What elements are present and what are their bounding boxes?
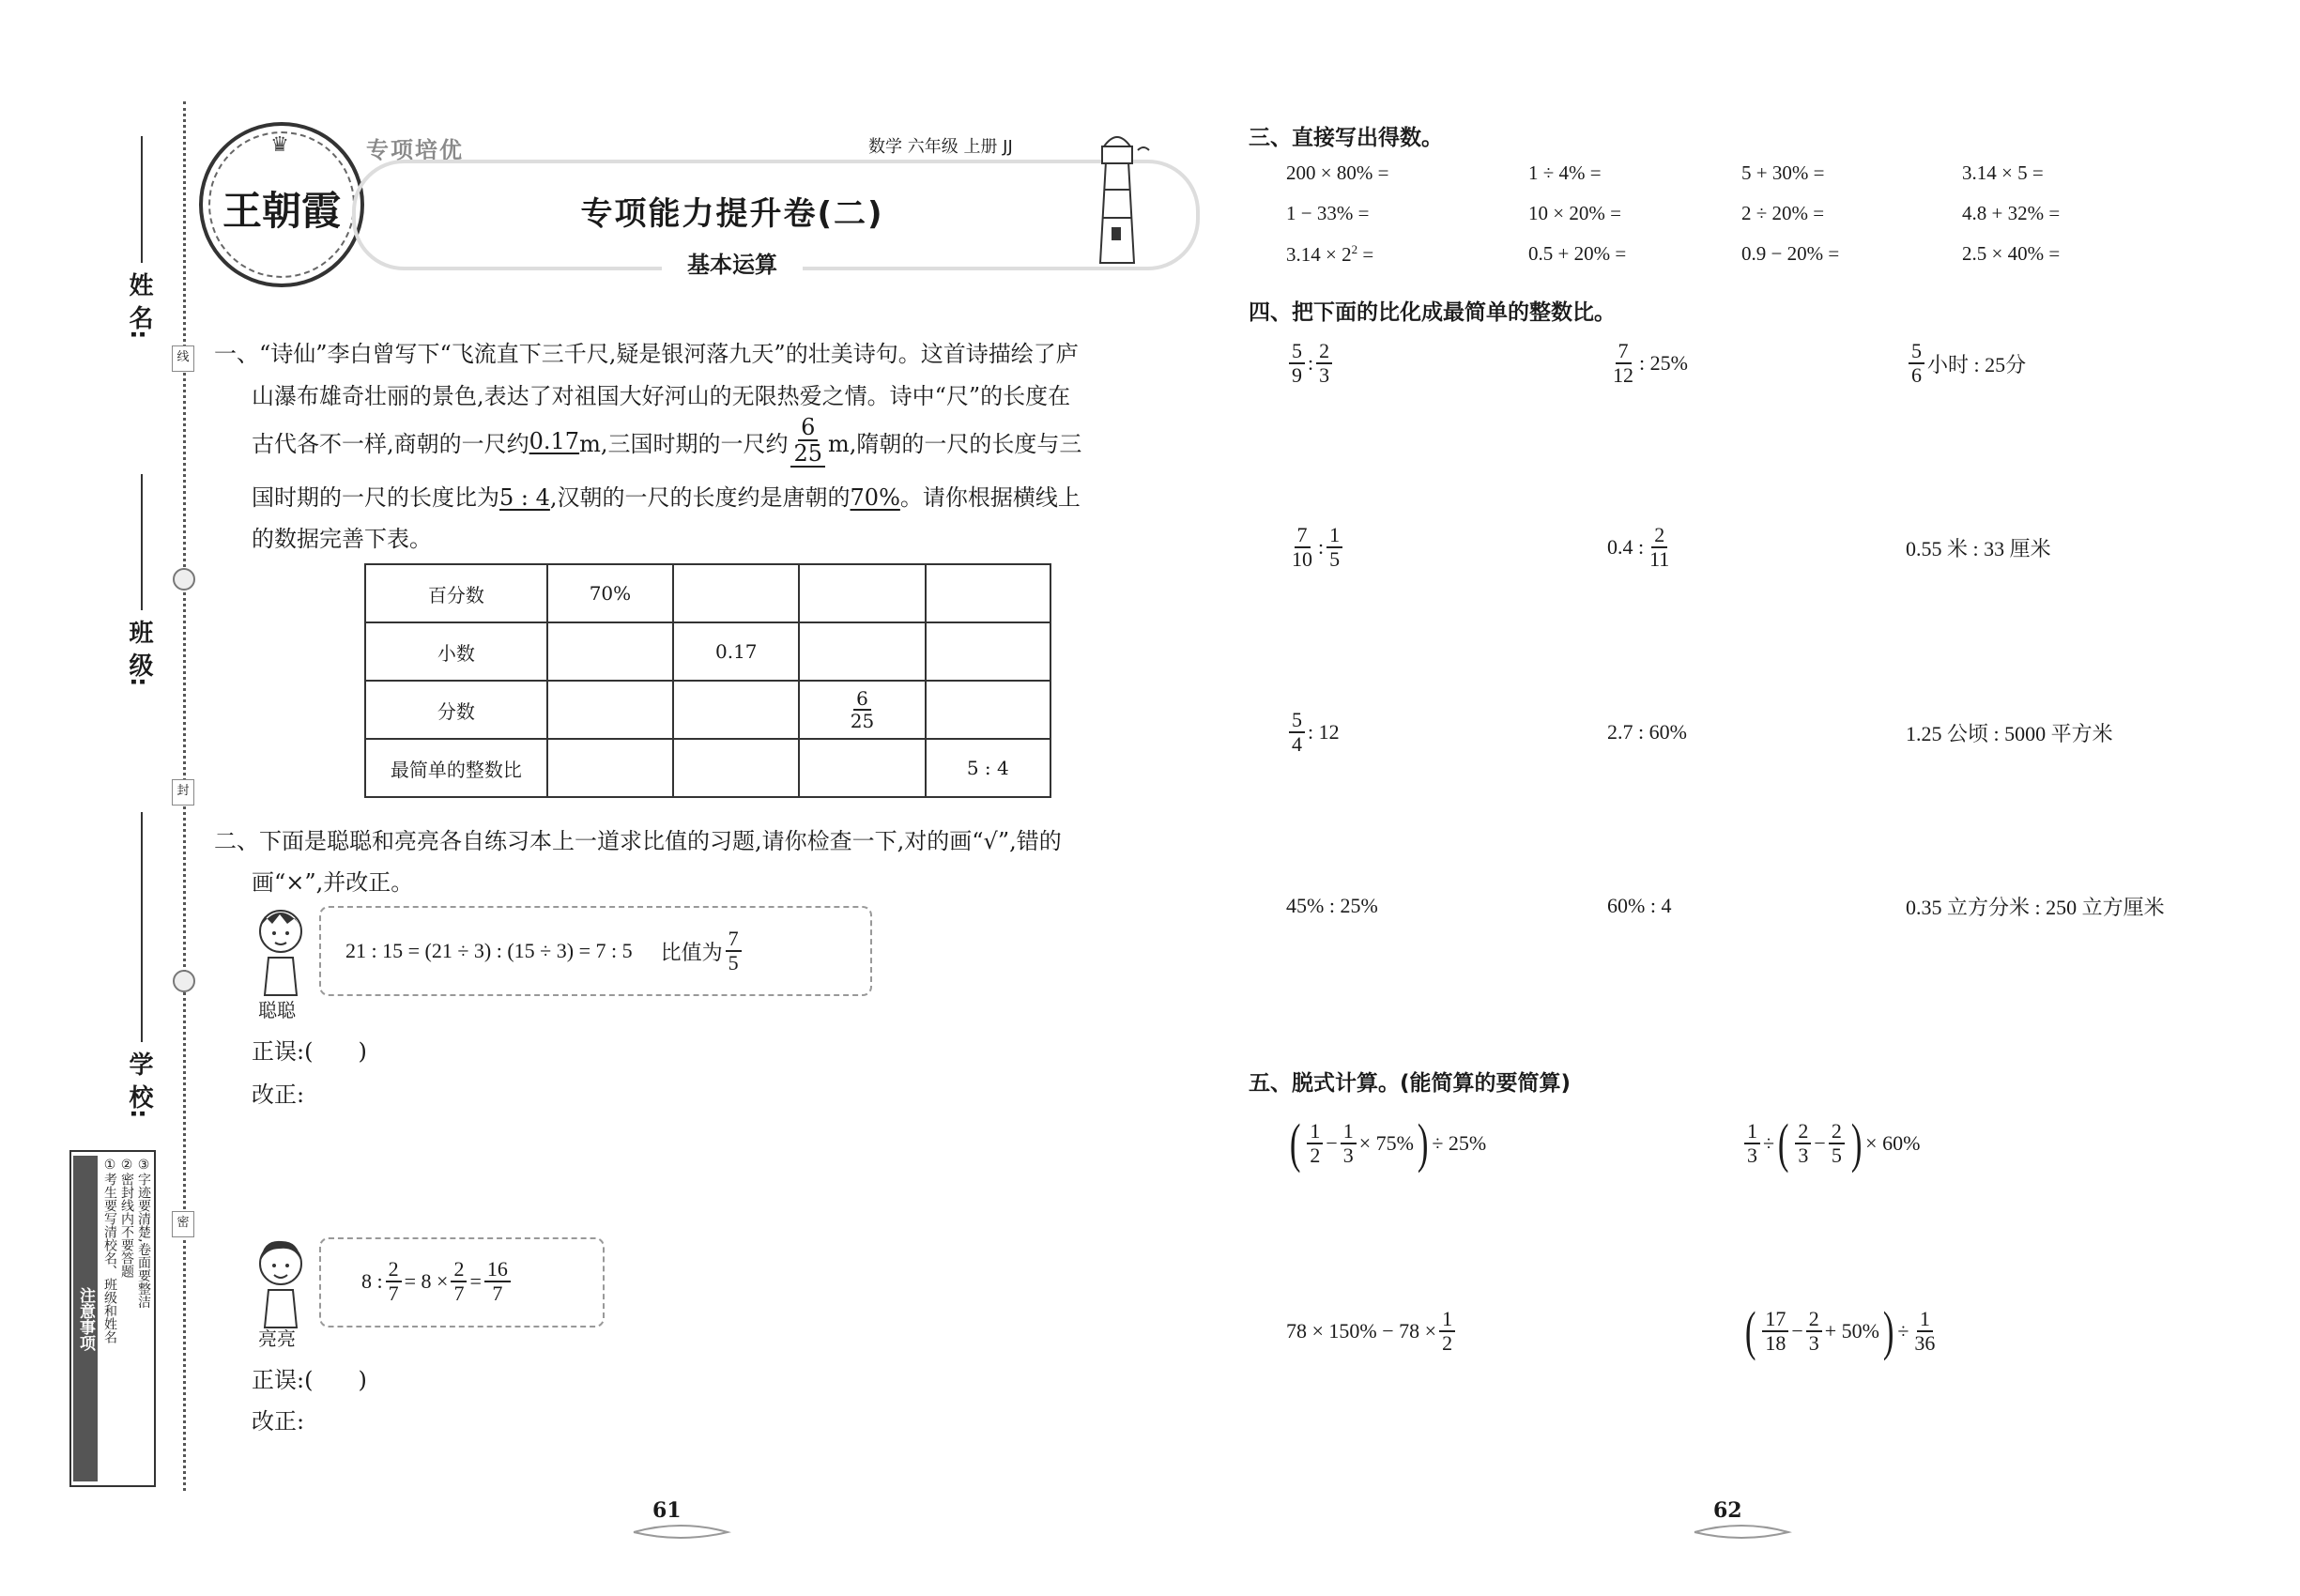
fraction-denominator: 5 xyxy=(1329,547,1341,571)
congcong-fix[interactable]: 改正: xyxy=(252,1082,305,1108)
q4-item xyxy=(1607,330,1688,396)
expression-text: × 75% xyxy=(1358,1131,1414,1155)
liangliang-fix[interactable]: 改正: xyxy=(252,1408,305,1435)
table-row-label: 分数 xyxy=(365,681,547,739)
fraction xyxy=(1289,524,1315,571)
fraction-denominator: 25 xyxy=(850,710,875,732)
q4-item xyxy=(1906,699,2113,765)
fraction-denominator: 36 xyxy=(1914,1331,1936,1355)
q4-title: 四、把下面的比化成最简单的整数比。 xyxy=(1249,300,1616,325)
fraction-numerator: 1 xyxy=(1917,1308,1933,1332)
power-base: 3.14 × 2 xyxy=(1286,243,1352,266)
expression-text: + 50% xyxy=(1824,1319,1879,1343)
q1-value-shang: 0.17 xyxy=(529,428,580,454)
q4-item xyxy=(1286,514,1345,580)
fraction-denominator: 7 xyxy=(388,1281,399,1305)
q1-percent-han: 70% xyxy=(850,484,900,511)
page-number-left: 61 xyxy=(652,1498,682,1523)
fraction-denominator: 9 xyxy=(1292,363,1302,387)
power-exponent: 2 xyxy=(1351,242,1358,256)
equals-sign: = xyxy=(1357,243,1374,266)
q5-title: 五、脱式计算。(能简算的要简算) xyxy=(1249,1071,1572,1096)
fraction-numerator: 1 xyxy=(1744,1120,1760,1144)
fraction xyxy=(1744,1120,1760,1167)
q4-item xyxy=(1286,699,1340,765)
table-cell[interactable] xyxy=(799,739,925,797)
table-cell[interactable] xyxy=(799,564,925,622)
fraction-numerator: 6 xyxy=(798,415,818,441)
fraction-denominator: 3 xyxy=(1342,1143,1354,1167)
fraction-numerator: 5 xyxy=(1289,709,1305,733)
fraction-numerator: 5 xyxy=(1289,340,1305,364)
brand-logo xyxy=(199,122,364,287)
fraction xyxy=(1829,1120,1845,1167)
q3-item: 10 × 20% = xyxy=(1528,202,1621,224)
fraction-numerator: 1 xyxy=(1439,1308,1455,1332)
ratio-text: 小时 : 25分 xyxy=(1927,352,2027,376)
operator: ÷ xyxy=(1763,1131,1775,1155)
q3-item: 2.5 × 40% = xyxy=(1962,242,2061,265)
notes-title: 注意事项 xyxy=(73,1156,98,1481)
fraction-numerator: 1 xyxy=(1307,1120,1323,1144)
boy-liangliang-icon xyxy=(252,1235,310,1329)
q1-line-1: 一、“诗仙”李白曾写下“飞流直下三千尺,疑是银河落九天”的壮美诗句。这首诗描绘了庐 xyxy=(214,341,1079,367)
ratio-text: 0.4 : xyxy=(1607,535,1645,559)
table-cell[interactable] xyxy=(926,622,1050,681)
expression-text: = xyxy=(469,1269,482,1293)
cut-mark-line: 线 xyxy=(172,345,194,372)
fraction-denominator: 4 xyxy=(1292,732,1302,756)
name-label: 姓 名: xyxy=(125,272,153,340)
expression-text: = 8 × xyxy=(404,1269,449,1293)
fraction-numerator: 17 xyxy=(1762,1308,1788,1332)
subject-info: 数学 六年级 上册 JJ xyxy=(868,137,1013,157)
table-cell[interactable]: 70% xyxy=(547,564,673,622)
q1-line-2: 山瀑布雄奇壮丽的景色,表达了对祖国大好河山的无限热爱之情。诗中“尺”的长度在 xyxy=(252,383,1071,409)
fraction-numerator: 2 xyxy=(1316,340,1332,364)
scissor-icon xyxy=(173,970,195,992)
fraction-denominator: 11 xyxy=(1649,547,1670,571)
page-subtitle: 基本运算 xyxy=(662,246,803,279)
q1-ratio-sui: 5 : 4 xyxy=(499,484,550,511)
q4-item xyxy=(1607,514,1675,580)
paren-left: ( xyxy=(1744,1300,1756,1361)
table-cell[interactable] xyxy=(673,681,799,739)
fraction xyxy=(451,1258,467,1305)
table-row xyxy=(365,739,1050,797)
fraction xyxy=(1909,340,1924,387)
fraction-numerator: 1 xyxy=(1326,524,1342,548)
table-row-label: 最简单的整数比 xyxy=(365,739,547,797)
expression-text: 8 : xyxy=(361,1269,383,1293)
ratio-fraction xyxy=(726,928,742,974)
cut-mark-dense: 密 xyxy=(172,1211,194,1237)
liangliang-judge[interactable]: 正误:( ) xyxy=(252,1367,367,1393)
fraction xyxy=(1439,1308,1455,1355)
fraction-denominator: 5 xyxy=(1831,1143,1842,1167)
fraction-denominator: 5 xyxy=(728,951,739,974)
fraction-numerator: 2 xyxy=(1795,1120,1811,1144)
colon: : xyxy=(1308,351,1314,375)
q1-fraction-sanguo xyxy=(790,415,825,468)
fraction xyxy=(1307,1120,1323,1167)
expression-text: ÷ 25% xyxy=(1432,1131,1487,1155)
expression-text: × 60% xyxy=(1865,1131,1921,1155)
operator: − xyxy=(1814,1131,1826,1155)
school-blank-line[interactable] xyxy=(141,812,143,1042)
ratio-label: 比值为 xyxy=(660,940,723,964)
q3-item: 0.5 + 20% = xyxy=(1528,242,1627,265)
ratio-text: : 25% xyxy=(1639,351,1688,375)
operator: − xyxy=(1326,1131,1338,1155)
fraction xyxy=(1341,1120,1357,1167)
boy-congcong-icon xyxy=(252,903,310,997)
fraction-numerator: 2 xyxy=(1829,1120,1845,1144)
ratio-text: 0.55 米 : 33 厘米 xyxy=(1906,536,2051,560)
paren-left: ( xyxy=(1777,1113,1789,1174)
congcong-expression xyxy=(345,918,744,984)
q3-item: 4.8 + 32% = xyxy=(1962,202,2061,224)
q1-text: 。请你根据横线上 xyxy=(899,484,1081,511)
logo-name: 王朝霞 xyxy=(222,188,341,234)
fraction-denominator: 7 xyxy=(492,1281,503,1305)
q1-text: ,汉朝的一尺的长度约是唐朝的 xyxy=(549,484,851,511)
class-blank-line[interactable] xyxy=(141,474,143,610)
fraction xyxy=(1610,340,1636,387)
table-cell[interactable] xyxy=(547,681,673,739)
notes-box xyxy=(69,1150,156,1487)
q3-item: 3.14 × 5 = xyxy=(1962,161,2044,184)
paren-right: ) xyxy=(1417,1113,1429,1174)
fraction-denominator: 10 xyxy=(1292,547,1312,571)
page-number-right: 62 xyxy=(1713,1498,1742,1523)
table-fraction xyxy=(848,688,877,731)
paren-right: ) xyxy=(1850,1113,1863,1174)
table-cell[interactable] xyxy=(673,564,799,622)
table-row-label: 百分数 xyxy=(365,564,547,622)
q3-item: 200 × 80% = xyxy=(1286,161,1389,184)
fraction-numerator: 6 xyxy=(853,688,871,711)
school-label: 学 校: xyxy=(125,1051,153,1119)
fraction xyxy=(386,1258,402,1305)
fraction-denominator: 12 xyxy=(1613,363,1633,387)
crown-icon: ♛ xyxy=(270,133,289,157)
q3-item: 0.9 − 20% = xyxy=(1741,242,1840,265)
q5-expression-1 xyxy=(1286,1106,1486,1181)
note-item: ③字迹要清楚,卷面要整洁 xyxy=(136,1158,151,1309)
ratio-text: : 12 xyxy=(1308,720,1340,744)
q1-text: 国时期的一尺的长度比为 xyxy=(252,484,499,511)
q4-item xyxy=(1906,514,2051,580)
q4-item xyxy=(1286,887,1378,925)
congcong-name: 聪聪 xyxy=(258,999,296,1021)
table-cell[interactable]: 5 : 4 xyxy=(926,739,1050,797)
fraction-denominator: 3 xyxy=(1319,363,1330,387)
paren-left: ( xyxy=(1289,1113,1301,1174)
q4-item xyxy=(1607,699,1687,765)
table-cell[interactable] xyxy=(547,622,673,681)
table-cell[interactable]: 0.17 xyxy=(673,622,799,681)
ratio-text: 2.7 : 60% xyxy=(1607,720,1687,744)
fraction xyxy=(1289,340,1305,387)
fraction xyxy=(1289,709,1305,756)
fraction xyxy=(1762,1308,1788,1355)
q3-item-power xyxy=(1286,242,1373,267)
page-ornament xyxy=(629,1523,732,1542)
cut-mark-seal: 封 xyxy=(172,779,194,806)
q3-item: 1 ÷ 4% = xyxy=(1528,161,1602,184)
table-row xyxy=(365,681,1050,739)
table-cell[interactable] xyxy=(926,681,1050,739)
fraction-denominator: 6 xyxy=(1911,363,1922,387)
fraction-numerator: 7 xyxy=(1616,340,1632,364)
lighthouse-icon xyxy=(1080,124,1155,265)
fraction-numerator: 7 xyxy=(1295,524,1311,548)
fraction-numerator: 16 xyxy=(484,1258,511,1282)
operator: ÷ xyxy=(1897,1319,1909,1343)
ratio-text: 60% : 4 xyxy=(1607,894,1672,917)
q1-line-4 xyxy=(252,479,1081,512)
page-title: 专项能力提升卷(二) xyxy=(580,195,884,233)
liangliang-name: 亮亮 xyxy=(258,1327,296,1350)
fraction xyxy=(1795,1120,1811,1167)
fraction-numerator: 1 xyxy=(1341,1120,1357,1144)
fraction xyxy=(1806,1308,1822,1355)
fraction-denominator: 3 xyxy=(1798,1143,1809,1167)
fraction xyxy=(1911,1308,1938,1355)
table-cell[interactable] xyxy=(926,564,1050,622)
fraction-numerator: 2 xyxy=(451,1258,467,1282)
page-ornament xyxy=(1690,1523,1793,1542)
expression-text: 78 × 150% − 78 × xyxy=(1286,1319,1437,1343)
q1-text: m,三国时期的一尺约 xyxy=(579,430,789,457)
fraction-denominator: 2 xyxy=(1442,1331,1453,1355)
fraction-numerator: 5 xyxy=(1909,340,1924,364)
fraction-numerator: 2 xyxy=(1806,1308,1822,1332)
fraction-denominator: 25 xyxy=(793,440,823,467)
fraction xyxy=(484,1258,511,1305)
q2-line-2: 画“×”,并改正。 xyxy=(252,869,414,896)
q1-line-3 xyxy=(252,413,1081,469)
table-cell[interactable] xyxy=(799,622,925,681)
q4-item xyxy=(1906,887,2165,925)
q3-item: 2 ÷ 20% = xyxy=(1741,202,1825,224)
q1-text: 古代各不一样,商朝的一尺约 xyxy=(252,430,529,457)
q3-item: 1 − 33% = xyxy=(1286,202,1370,224)
table-row xyxy=(365,622,1050,681)
fraction xyxy=(1316,340,1332,387)
fraction xyxy=(1326,524,1342,571)
fraction-denominator: 7 xyxy=(453,1281,465,1305)
fraction-numerator: 7 xyxy=(726,928,742,952)
scissor-icon xyxy=(173,568,195,591)
fraction xyxy=(1647,524,1672,571)
ratio-text: 1.25 公顷 : 5000 平方米 xyxy=(1906,721,2113,745)
congcong-judge[interactable]: 正误:( ) xyxy=(252,1038,367,1065)
note-item: ②密封线内不要答题 xyxy=(119,1158,134,1278)
table-cell[interactable] xyxy=(547,739,673,797)
operator: − xyxy=(1791,1319,1803,1343)
q1-text: m,隋朝的一尺的长度与三 xyxy=(828,430,1082,457)
q1-table xyxy=(364,563,1051,798)
fraction-denominator: 18 xyxy=(1765,1331,1786,1355)
class-label: 班 级: xyxy=(125,620,153,687)
q4-item xyxy=(1286,330,1335,396)
q1-line-5: 的数据完善下表。 xyxy=(252,526,432,552)
table-cell-fraction[interactable] xyxy=(799,681,925,739)
name-blank-line[interactable] xyxy=(141,136,143,263)
q2-line-1: 二、下面是聪聪和亮亮各自练习本上一道求比值的习题,请你检查一下,对的画“√”,错的 xyxy=(214,828,1062,854)
fraction-numerator: 2 xyxy=(1651,524,1667,548)
table-row xyxy=(365,564,1050,622)
fraction-denominator: 3 xyxy=(1747,1143,1757,1167)
liangliang-expression xyxy=(361,1247,514,1316)
table-row-label: 小数 xyxy=(365,622,547,681)
category-label: 专项培优 xyxy=(366,137,464,163)
colon: : xyxy=(1318,535,1325,559)
paren-right: ) xyxy=(1882,1300,1894,1361)
q4-item xyxy=(1906,330,2026,396)
expression-text: 21 : 15 = (21 ÷ 3) : (15 ÷ 3) = 7 : 5 xyxy=(345,939,633,962)
fraction-denominator: 2 xyxy=(1310,1143,1321,1167)
q3-item: 5 + 30% = xyxy=(1741,161,1825,184)
table-cell[interactable] xyxy=(673,739,799,797)
q5-expression-2 xyxy=(1741,1106,1920,1181)
ratio-text: 0.35 立方分米 : 250 立方厘米 xyxy=(1906,895,2165,919)
fraction-numerator: 2 xyxy=(386,1258,402,1282)
q4-item xyxy=(1607,887,1671,925)
ratio-text: 45% : 25% xyxy=(1286,894,1378,917)
q5-expression-3 xyxy=(1286,1294,1458,1369)
q5-expression-4 xyxy=(1741,1294,1940,1369)
note-item: ①考生要写清校名、班级和姓名 xyxy=(102,1158,117,1343)
fraction-denominator: 3 xyxy=(1808,1331,1819,1355)
q3-title: 三、直接写出得数。 xyxy=(1249,126,1443,150)
